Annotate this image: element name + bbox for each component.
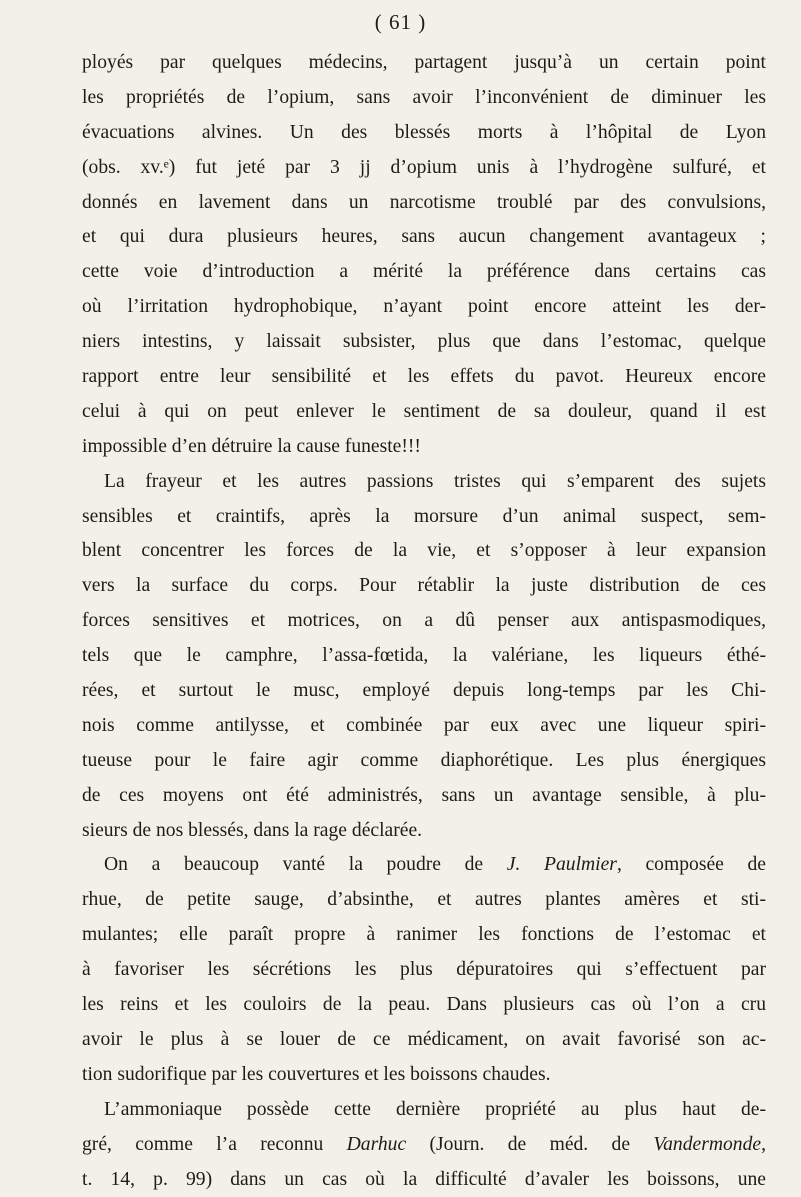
text-line	[82, 46, 766, 81]
text-fragment: ployés par quelques médecins, partagent jusqu’à un certain point	[82, 52, 766, 73]
text-fragment: vers la surface du corps. Pour rétablir la juste distribution de ces	[82, 575, 766, 596]
text-fragment: nois comme antilysse, et combinée par eux avec une liqueur spiri-	[82, 715, 766, 736]
text-fragment: rhue, de petite sauge, d’absinthe, et autres plantes amères et sti-	[82, 889, 766, 910]
text-line	[82, 186, 766, 221]
text-line	[82, 1058, 766, 1093]
text-line	[82, 151, 766, 186]
text-fragment: ,	[761, 1134, 766, 1155]
text-line	[82, 116, 766, 151]
text-fragment: , composée de	[617, 854, 766, 875]
text-fragment: à favoriser les sécrétions les plus dépuratoires qui s’effectuent par	[82, 959, 766, 980]
text-line	[82, 1163, 766, 1197]
text-fragment: rées, et surtout le musc, employé depuis long-temps par les Chi-	[82, 680, 766, 701]
text-fragment: cette voie d’introduction a mérité la préférence dans certains cas	[82, 261, 766, 282]
text-line	[82, 848, 766, 883]
text-fragment: sieurs de nos blessés, dans la rage déclarée.	[82, 820, 422, 841]
text-fragment: niers intestins, y laissait subsister, plus que dans l’estomac, quelque	[82, 331, 766, 352]
text-fragment: mulantes; elle paraît propre à ranimer les fonctions de l’estomac et	[82, 924, 766, 945]
text-fragment: où l’irritation hydrophobique, n’ayant point encore atteint les der-	[82, 296, 766, 317]
text-line	[82, 81, 766, 116]
text-line	[82, 360, 766, 395]
text-fragment: rapport entre leur sensibilité et les effets du pavot. Heureux encore	[82, 366, 766, 387]
italic-name: J. Paulmier	[507, 854, 617, 875]
text-line	[82, 1093, 766, 1128]
text-fragment: t. 14, p. 99) dans un cas où la difficulté d’avaler les boissons, une	[82, 1169, 766, 1190]
text-fragment: sensibles et craintifs, après la morsure d’un animal suspect, sem-	[82, 506, 766, 527]
text-fragment: (obs. xv.ᵉ) fut jeté par 3 jj d’opium unis à l’hydrogène sulfuré, et	[82, 157, 766, 178]
text-line	[82, 534, 766, 569]
text-fragment: les propriétés de l’opium, sans avoir l’inconvénient de diminuer les	[82, 87, 766, 108]
text-fragment: forces sensitives et motrices, on a dû penser aux antispasmodiques,	[82, 610, 766, 631]
text-fragment: tion sudorifique par les couvertures et les boissons chaudes.	[82, 1064, 551, 1085]
text-line	[82, 674, 766, 709]
text-line	[82, 988, 766, 1023]
text-line	[82, 953, 766, 988]
text-fragment: tels que le camphre, l’assa-fœtida, la valériane, les liqueurs éthé-	[82, 645, 766, 666]
text-fragment: impossible d’en détruire la cause funeste!!!	[82, 436, 421, 457]
text-line	[82, 395, 766, 430]
italic-name: Darhuc	[347, 1134, 407, 1155]
text-fragment: blent concentrer les forces de la vie, et s’opposer à leur expansion	[82, 540, 766, 561]
text-fragment: donnés en lavement dans un narcotisme troublé par des convulsions,	[82, 192, 766, 213]
text-line	[82, 779, 766, 814]
text-line	[82, 639, 766, 674]
text-line	[82, 325, 766, 360]
text-fragment: (Journ. de méd. de	[406, 1134, 653, 1155]
text-line	[82, 918, 766, 953]
text-line	[82, 814, 766, 849]
text-fragment: L’ammoniaque possède cette dernière propriété au plus haut de-	[104, 1099, 766, 1120]
text-line	[82, 883, 766, 918]
text-line	[82, 255, 766, 290]
text-fragment: et qui dura plusieurs heures, sans aucun changement avantageux ;	[82, 226, 766, 247]
text-line	[82, 569, 766, 604]
text-line	[82, 1128, 766, 1163]
text-fragment: de ces moyens ont été administrés, sans un avantage sensible, à plu-	[82, 785, 766, 806]
text-fragment: La frayeur et les autres passions tristes qui s’emparent des sujets	[104, 471, 766, 492]
text-line	[82, 744, 766, 779]
italic-name: Vandermonde	[653, 1134, 761, 1155]
page-number: ( 61 )	[0, 10, 801, 35]
text-fragment: On a beaucoup vanté la poudre de	[104, 854, 507, 875]
text-line	[82, 604, 766, 639]
text-line	[82, 1023, 766, 1058]
text-line	[82, 465, 766, 500]
text-fragment: celui à qui on peut enlever le sentiment de sa douleur, quand il est	[82, 401, 766, 422]
text-line	[82, 500, 766, 535]
text-fragment: avoir le plus à se louer de ce médicament, on avait favorisé son ac-	[82, 1029, 766, 1050]
text-fragment: gré, comme l’a reconnu	[82, 1134, 347, 1155]
text-line	[82, 220, 766, 255]
text-line	[82, 709, 766, 744]
body-text	[82, 46, 766, 1197]
text-line	[82, 290, 766, 325]
text-fragment: évacuations alvines. Un des blessés morts à l’hôpital de Lyon	[82, 122, 766, 143]
text-line	[82, 430, 766, 465]
text-fragment: les reins et les couloirs de la peau. Dans plusieurs cas où l’on a cru	[82, 994, 766, 1015]
text-fragment: tueuse pour le faire agir comme diaphorétique. Les plus énergiques	[82, 750, 766, 771]
